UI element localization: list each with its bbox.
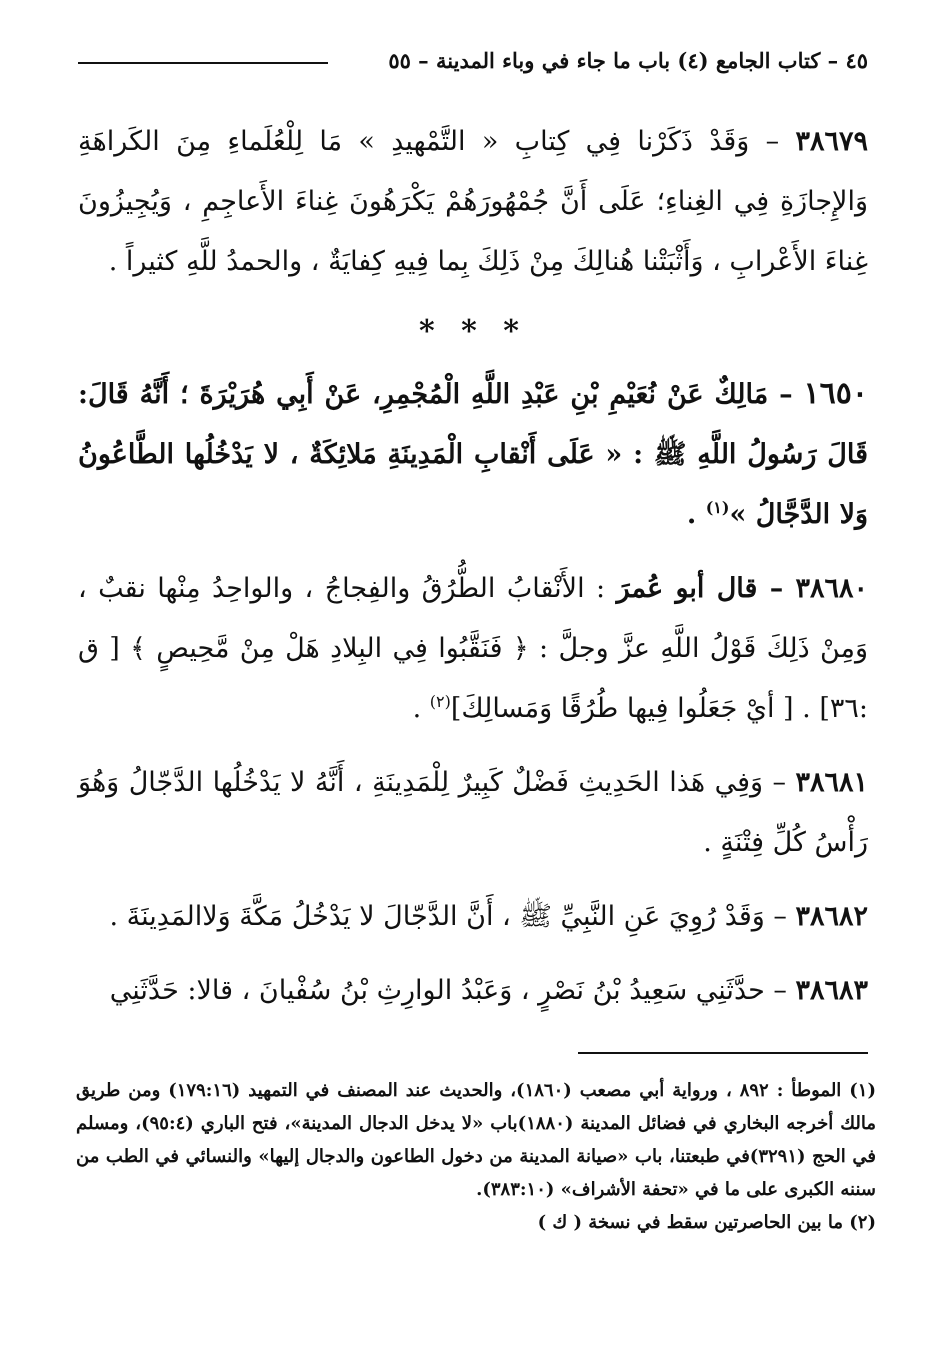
header-rule [78, 62, 328, 64]
paragraph-end: . [412, 693, 430, 724]
footnote-separator [578, 1052, 868, 1054]
paragraph-number: ٣٨٦٨٢ [795, 901, 868, 932]
paragraph-38679 [78, 112, 868, 292]
hadith-1650 [78, 364, 868, 545]
paragraph-lead: – قال أبو عُمرَ [616, 573, 796, 604]
paragraph-text: – وَقَدْ ذَكَرْنا فِي كِتابِ « التَّمْهيدِ » مَا لِلْعُلَماءِ مِنَ الكَراهَةِ وَالإِجازَةِ فِي الغِناءِ؛ عَلَى أَنَّ جُمْهُورَهُمْ يَكْرَهُونَ غِناءَ الأَعاجِمِ ، وَيُجِيزُونَ غِناءَ الأَعْرابِ ، وَأَثْبَتْنا هُنالِكَ مِنْ ذَلِكَ بِما فِيهِ كِفايَةٌ ، والحمدُ للَّهِ كثيراً . [78, 126, 868, 277]
header-text: ٤٥ – كتاب الجامع (٤) باب ما جاء في وباء المدينة – ٥٥ [388, 47, 868, 73]
paragraph-number: ٣٨٦٨١ [795, 767, 868, 798]
footnote-2: (٢) ما بين الحاصرتين سقط في نسخة ( ك ) [537, 1212, 876, 1233]
paragraph-38681 [78, 753, 868, 873]
paragraph-38683 [78, 961, 868, 1021]
paragraph-number: ٣٨٦٨٠ [795, 573, 868, 604]
paragraph-number: ٣٨٦٨٣ [795, 975, 868, 1006]
paragraph-38680 [78, 559, 868, 739]
paragraph-text: : الأَنْقابُ الطُّرُقُ والفِجاجُ ، والواحِدُ مِنْها نقبٌ ، وَمِنْ ذَلِكَ قَوْلُ اللَّهِ عزَّ وجلَّ : ﴿ فَنَقَّبُوا فِي البِلادِ هَلْ مِنْ مَّحِيصٍ ﴾ [ ق :٣٦] . [ أيْ جَعَلُوا فِيها طُرُقًا وَمَسالِكَ] [78, 573, 868, 724]
paragraph-38682 [78, 887, 868, 947]
footnote-ref-1[interactable]: (١) [705, 498, 730, 517]
footnote-ref-2[interactable]: (٢) [429, 692, 451, 711]
main-text [78, 112, 868, 1035]
section-separator: * * * [419, 314, 527, 349]
running-header [78, 42, 868, 78]
paragraph-text: – وَفِي هَذا الحَدِيثِ فَضْلٌ كَبِيرٌ لِلْمَدِينَةِ ، أَنَّهُ لا يَدْخُلُها الدَّجّالُ وَهُوَ رَأْسُ كُلِّ فِتْنَةٍ . [78, 767, 868, 858]
paragraph-text: – وَقَدْ رُوِيَ عَنِ النَّبِيِّ ﷺ ، أَنَّ الدَّجّالَ لا يَدْخُلُ مَكَّةَ وَلاالمَدِينَةَ . [109, 901, 796, 932]
hadith-text: – مَالِكٌ عَنْ نُعَيْمِ بْنِ عَبْدِ اللَّهِ الْمُجْمِرِ، عَنْ أَبِي هُرَيْرَةَ ؛ أَنَّهُ قَالَ: قَالَ رَسُولُ اللَّهِ ﷺ : « عَلَى أَنْقابِ الْمَدِينَةِ مَلائِكَةٌ ، لا يَدْخُلُها الطَّاعُونُ وَلا الدَّجَّالُ » [78, 379, 868, 530]
hadith-end: . [686, 499, 706, 530]
footnote-1: (١) الموطأ : ٨٩٢ ، ورواية أبي مصعب (١٨٦٠)، والحديث عند المصنف في التمهيد (١٧٩:١٦) ومن طريق مالك أخرجه البخاري في فضائل المدينة (١٨٨٠)باب «لا يدخل الدجال المدينة»، فتح الباري (٩٥:٤)، ومسلم في الحج (٣٢٩١)في طبعتنا، باب «صيانة المدينة من دخول الطاعون والدجال إليها» والنسائي في الطب من سننه الكبرى على ما في «تحفة الأشراف» (٣٨٣:١٠). [76, 1080, 876, 1200]
paragraph-text: – حدَّثَنِي سَعِيدُ بْنُ نَصْرٍ ، وَعَبْدُ الوارِثِ بْنُ سُفْيانَ ، قالا: حَدَّثَنِي [109, 975, 796, 1006]
paragraph-number: ٣٨٦٧٩ [795, 126, 868, 157]
hadith-number: ١٦٥٠ [803, 376, 868, 411]
footnotes [76, 1074, 876, 1239]
